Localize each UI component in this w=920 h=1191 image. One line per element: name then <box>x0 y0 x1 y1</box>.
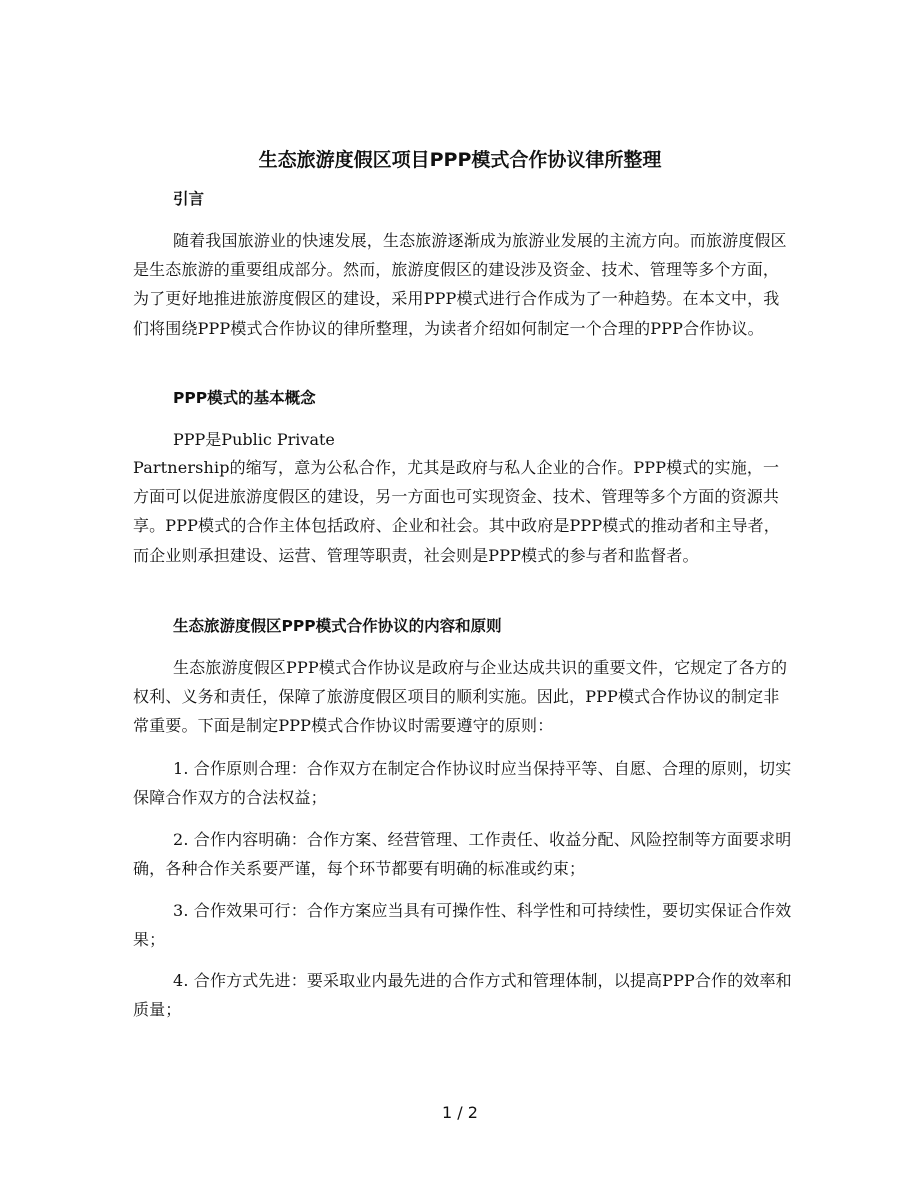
principle-item-1: 1. 合作原则合理：合作双方在制定合作协议时应当保持平等、自愿、合理的原则，切实保障合作双方的合法权益； <box>133 759 792 808</box>
section-heading-principles: 生态旅游度假区PPP模式合作协议的内容和原则 <box>173 617 502 635</box>
principle-item-4: 4. 合作方式先进：要采取业内最先进的合作方式和管理体制，以提高PPP合作的效率和质量； <box>133 971 792 1020</box>
section-heading-intro: 引言 <box>173 190 205 208</box>
section-heading-concept: PPP模式的基本概念 <box>173 389 316 407</box>
principle-item-3: 3. 合作效果可行：合作方案应当具有可操作性、科学性和可持续性，要切实保证合作效果； <box>133 901 792 950</box>
intro-paragraph: 随着我国旅游业的快速发展，生态旅游逐渐成为旅游业发展的主流方向。而旅游度假区是生态旅游的重要组成部分。然而，旅游度假区的建设涉及资金、技术、管理等多个方面，为了更好地推进旅游度假区的建设，采用PPP模式进行合作成为了一种趋势。在本文中，我们将围绕PPP模式合作协议的律所整理，为读者介绍如何制定一个合理的PPP合作协议。 <box>133 231 787 338</box>
document-title: 生态旅游度假区项目PPP模式合作协议律所整理 <box>258 149 662 171</box>
principle-item-2: 2. 合作内容明确：合作方案、经营管理、工作责任、收益分配、风险控制等方面要求明确，各种合作关系要严谨，每个环节都要有明确的标准或约束； <box>133 830 792 879</box>
principles-paragraph: 生态旅游度假区PPP模式合作协议是政府与企业达成共识的重要文件，它规定了各方的权利、义务和责任，保障了旅游度假区项目的顺利实施。因此，PPP模式合作协议的制定非常重要。下面是制定PPP模式合作协议时需要遵守的原则： <box>133 658 788 736</box>
concept-paragraph-first-line: PPP是Public Private <box>173 430 335 449</box>
page-number: 1 / 2 <box>442 1103 478 1122</box>
concept-paragraph: Partnership的缩写，意为公私合作，尤其是政府与私人企业的合作。PPP模式的实施，一方面可以促进旅游度假区的建设，另一方面也可实现资金、技术、管理等多个方面的资源共享。PPP模式的合作主体包括政府、企业和社会。其中政府是PPP模式的推动者和主导者，而企业则承担建设、运营、管理等职责，社会则是PPP模式的参与者和监督者。 <box>133 458 780 565</box>
